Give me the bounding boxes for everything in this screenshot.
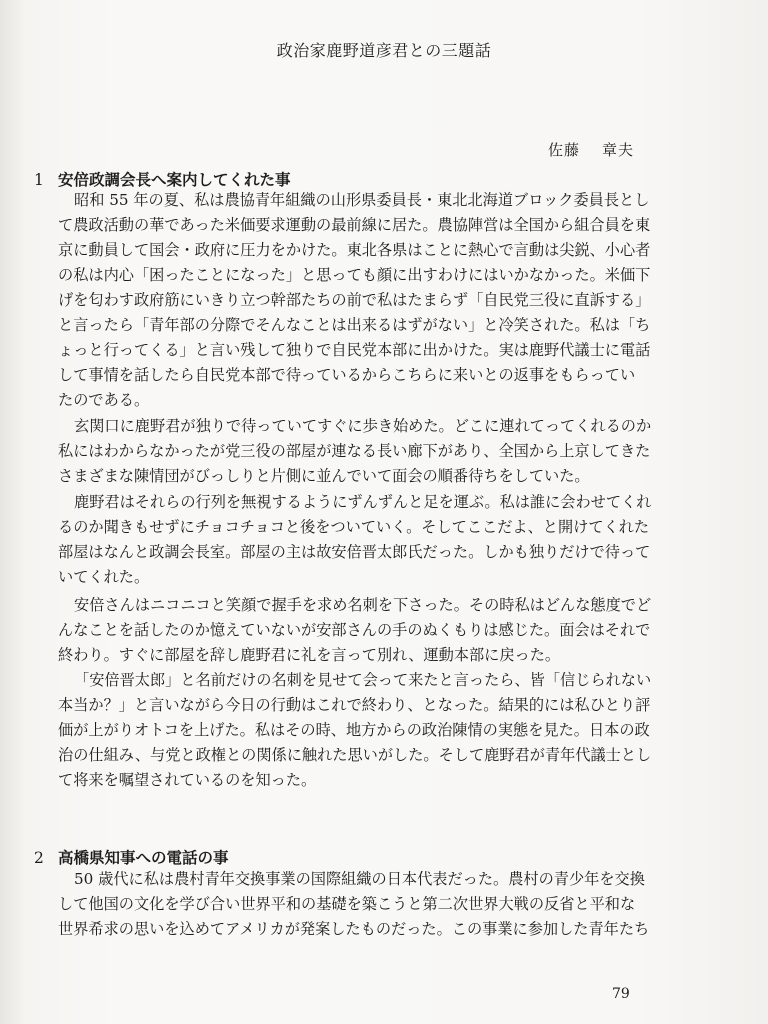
section-number: 1 <box>34 171 44 189</box>
paragraph-line: げを匂わす政府筋にいきり立つ幹部たちの前で私はたまらず「自民党三役に直訴する」 <box>58 291 651 309</box>
section-title: 高橋県知事への電話の事 <box>58 848 229 867</box>
section-title: 安倍政調会長へ案内してくれた事 <box>58 170 291 189</box>
paragraph-line: て農政活動の華であった米価要求運動の最前線に居た。農協陣営は全国から組合員を東 <box>58 216 651 234</box>
author-family-name: 佐藤 <box>548 141 581 159</box>
page-title: 政治家鹿野道彦君との三題話 <box>276 41 492 60</box>
paragraph-line: て将来を嘱望されているのを知った。 <box>58 771 317 789</box>
paragraph-line: るのか聞きもせずにチョコチョコと後をついていく。そしてここだよ、と開けてくれた <box>58 518 650 536</box>
paragraph-line: 昭和 55 年の夏、私は農協青年組織の山形県委員長・東北北海道ブロック委員長とし <box>74 191 650 209</box>
paragraph-line: 私にはわからなかったが党三役の部屋が連なる長い廊下があり、全国から上京してきた <box>58 442 651 460</box>
paragraph-line: 世界希求の思いを込めてアメリカが発案したものだった。この事業に参加した青年たち <box>58 920 650 938</box>
section-heading-1 <box>34 168 291 190</box>
paragraph-line: 終わり。すぐに部屋を辞し鹿野君に礼を言って別れ、運動本部に戻った。 <box>58 646 561 664</box>
paragraph-line: さまざまな陳情団がびっしりと片側に並んでいて面会の順番待ちをしていた。 <box>58 467 590 485</box>
paragraph-line: 50 歳代に私は農村青年交換事業の国際組織の日本代表だった。農村の青少年を交換 <box>74 870 645 888</box>
paragraph-line: 安倍さんはニコニコと笑顔で握手を求め名刺を下さった。その時私はどんな態度でど <box>74 596 652 614</box>
paragraph-line: 本当か？」と言いながら今日の行動はこれで終わり、となった。結果的には私ひとり評 <box>58 696 651 714</box>
paragraph-line: たのである。 <box>58 391 150 409</box>
author-given-name: 章夫 <box>602 141 635 159</box>
author-name <box>548 139 634 160</box>
paragraph-line: 鹿野君はそれらの行列を無視するようにずんずんと足を運ぶ。私は誰に会わせてくれ <box>74 493 652 511</box>
paragraph-line: 「安倍晋太郎」と名前だけの名刺を見せて会って来たと言ったら、皆「信じられない <box>74 671 652 689</box>
paragraph-line: 京に動員して国会・政府に圧力をかけた。東北各県はことに熱心で言動は尖鋭、小心者 <box>58 241 651 259</box>
paragraph-line: 部屋はなんと政調会長室。部屋の主は故安倍晋太郎氏だった。しかも独りだけで待って <box>58 543 651 561</box>
section-number: 2 <box>34 849 44 867</box>
paragraph-line: いてくれた。 <box>58 568 150 586</box>
paragraph-line: して他国の文化を学び合い世界平和の基礎を築こうと第二次世界大戦の反省と平和な <box>58 895 636 913</box>
paragraph-line: 治の仕組み、与党と政権との関係に触れた思いがした。そして鹿野君が青年代議士とし <box>58 746 652 764</box>
paragraph-line: して事情を話したら自民党本部で待っているからこちらに来いとの返事をもらってい <box>58 366 636 384</box>
paragraph-line: 価が上がりオトコを上げた。私はその時、地方からの政治陳情の実態を見た。日本の政 <box>58 721 650 739</box>
paragraph-line: 玄関口に鹿野君が独りで待っていてすぐに歩き始めた。どこに連れてってくれるのか <box>74 417 652 435</box>
paragraph-line: と言ったら「青年部の分際でそんなことは出来るはずがない」と冷笑された。私は「ち <box>58 316 651 334</box>
section-heading-2 <box>34 846 229 868</box>
page-number: 79 <box>612 986 630 1002</box>
paragraph-line: ょっと行ってくる」と言い残して独りで自民党本部に出かけた。実は鹿野代議士に電話 <box>58 341 651 359</box>
paragraph-line: の私は内心「困ったことになった」と思っても顔に出すわけにはいかなかった。米価下 <box>58 266 651 284</box>
paragraph-line: んなことを話したのか憶えていないが安部さんの手のぬくもりは感じた。面会はそれで <box>58 621 651 639</box>
